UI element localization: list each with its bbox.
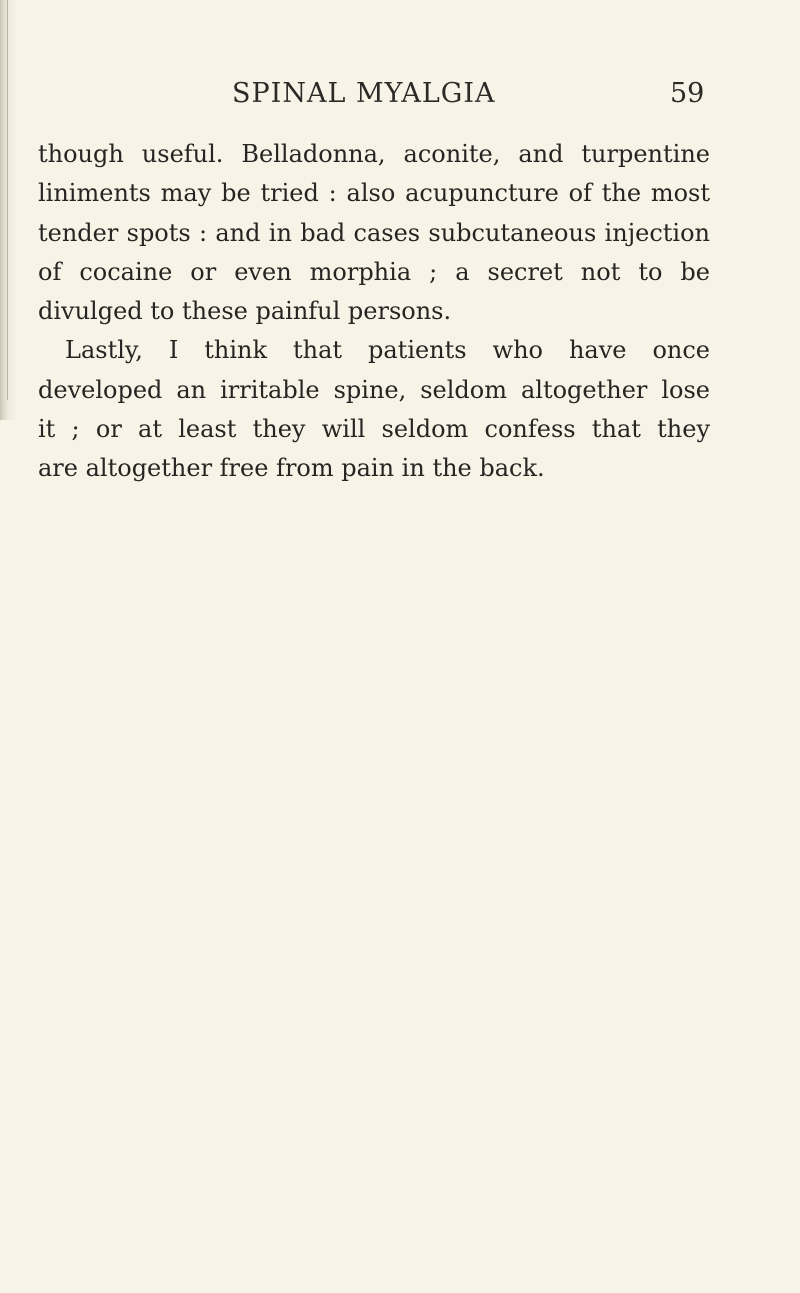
binding-shadow xyxy=(0,0,16,420)
text-line: tender spots : and in bad cases subcutaneous injection xyxy=(38,218,710,247)
text-line: developed an irritable spine, seldom altogether lose xyxy=(38,375,710,404)
body-text xyxy=(38,135,710,489)
binding-line xyxy=(7,0,8,400)
text-line: of cocaine or even morphia ; a secret not to be xyxy=(38,257,710,286)
text-line: divulged to these painful persons. xyxy=(38,297,452,326)
text-line: though useful. Belladonna, aconite, and turpentine xyxy=(38,140,710,168)
paragraph xyxy=(38,331,710,488)
running-header xyxy=(0,78,800,118)
running-title: SPINAL MYALGIA xyxy=(232,78,496,109)
text-line: it ; or at least they will seldom confess that they xyxy=(38,415,710,444)
text-line: liniments may be tried : also acupuncture of the most xyxy=(38,179,710,208)
text-line: are altogether free from pain in the back. xyxy=(38,454,545,483)
paragraph xyxy=(38,135,710,331)
text-line: Lastly, I think that patients who have once xyxy=(65,336,710,365)
page-number: 59 xyxy=(670,78,705,109)
